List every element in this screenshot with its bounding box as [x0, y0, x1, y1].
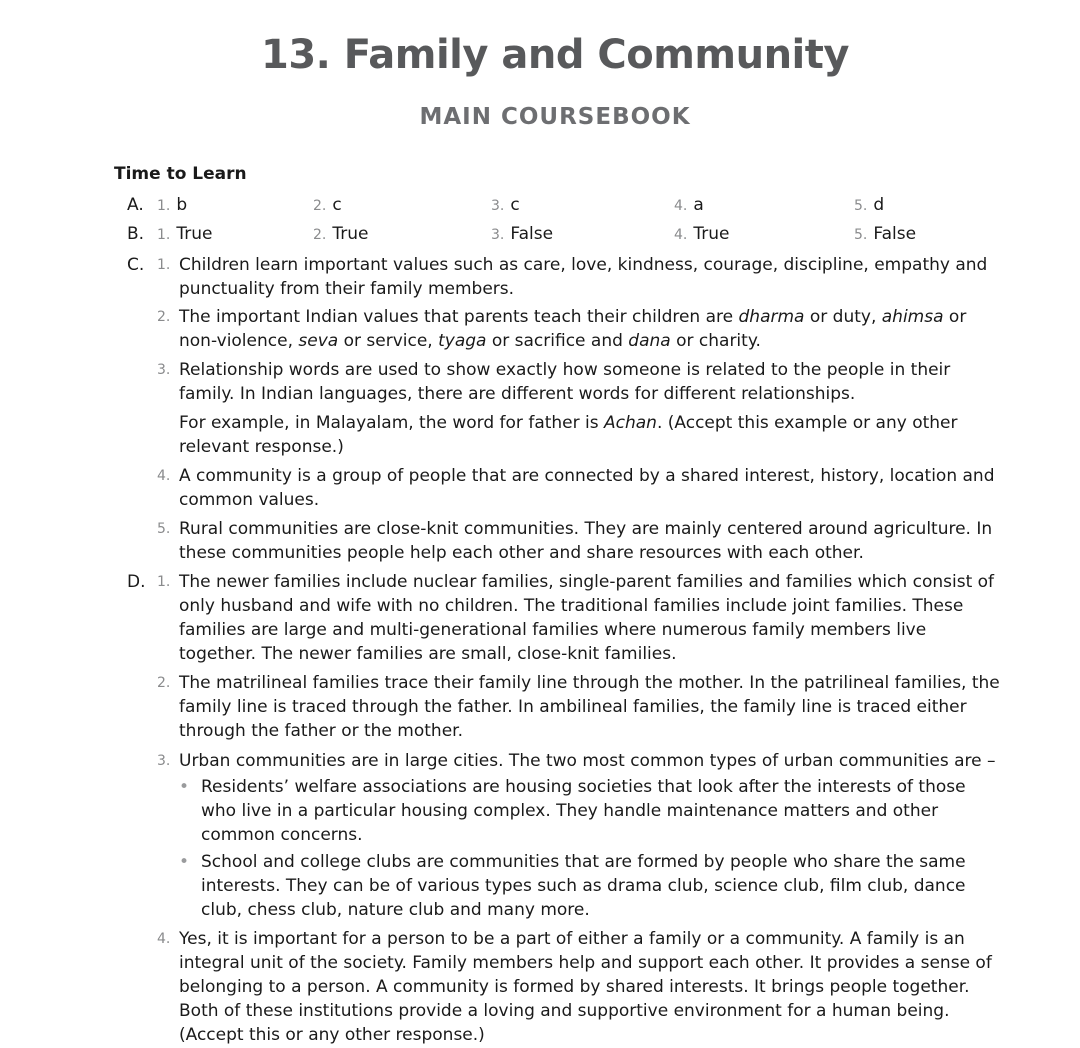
bullet-icon: •	[179, 852, 190, 872]
answer-b2: 2. True	[313, 224, 369, 244]
answer-a2: 2. c	[313, 195, 342, 215]
answer-a3: 3. c	[491, 195, 520, 215]
page-subtitle: MAIN COURSEBOOK	[419, 104, 691, 130]
answer-a4: 4. a	[674, 195, 704, 215]
answer-b4: 4. True	[674, 224, 730, 244]
answer-b1: 1. True	[157, 224, 213, 244]
question-letter-b: B.	[127, 224, 145, 244]
section-heading: Time to Learn	[114, 164, 247, 184]
answer-b5: 5. False	[854, 224, 917, 244]
bullet-icon: •	[179, 777, 190, 797]
page-title: 13. Family and Community	[261, 32, 849, 78]
question-letter-d: D.	[127, 572, 146, 592]
answer-b3: 3. False	[491, 224, 554, 244]
question-letter-a: A.	[127, 195, 144, 215]
question-letter-c: C.	[127, 255, 145, 275]
answer-a1: 1. b	[157, 195, 188, 215]
answer-a5: 5. d	[854, 195, 885, 215]
